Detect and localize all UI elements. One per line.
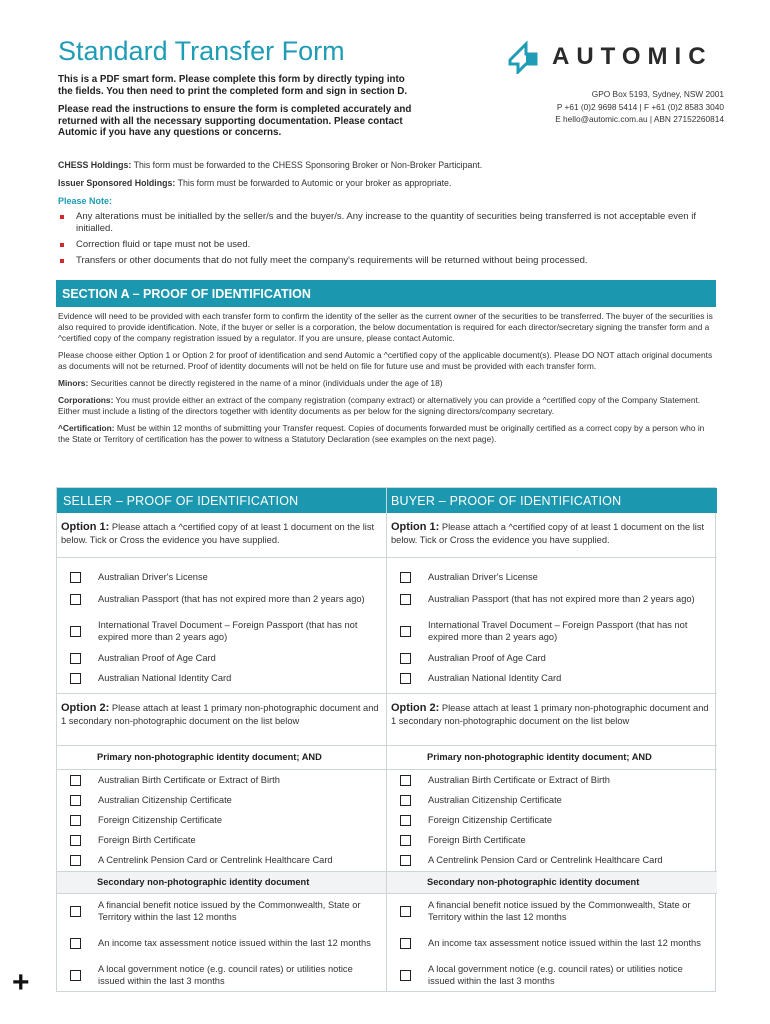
buyer-primary-item [387,830,717,850]
buyer-checkbox[interactable] [400,626,411,637]
buyer-document-label: Australian Proof of Age Card [428,652,546,663]
seller-checkbox[interactable] [70,835,81,846]
chess-text: This form must be forwarded to the CHESS Sponsoring Broker or Non-Broker Participant. [131,160,483,170]
buyer-checkbox[interactable] [400,855,411,866]
buyer-document-label: Australian National Identity Card [428,672,562,683]
intro-paragraph-1: This is a PDF smart form. Please complete this form by directly typing into the fields. You then need to print the completed form and sign in section D. [58,74,408,97]
seller-primary-heading: Primary non-photographic identity document; AND [97,752,322,762]
buyer-checkbox[interactable] [400,835,411,846]
buyer-document-label: A Centrelink Pension Card or Centrelink Healthcare Card [428,854,663,865]
seller-document-label: Australian Proof of Age Card [98,652,216,663]
logo-wordmark: AUTOMIC [552,43,713,70]
intro-paragraph-2: Please read the instructions to ensure the form is completed accurately and returned with all the necessary supporting documentation. Please contact Automic if you have any questions or concerns. [58,104,412,138]
section-a-paragraph-2: Please choose either Option 1 or Option 2 for proof of identification and send Automic a ^certified copy of the applicable document(s). Please DO NOT attach original documents as documents will not be returned. Proof of identity documents will not be held on file for future use and must be provided with each transfer form. [58,350,713,371]
seller-column-header: SELLER – PROOF OF IDENTIFICATION [57,488,386,513]
minors-note [58,378,714,389]
buyer-checkbox[interactable] [400,970,411,981]
buyer-checkbox[interactable] [400,795,411,806]
seller-checkbox[interactable] [70,906,81,917]
automic-logo [506,40,713,74]
seller-secondary-item [57,896,386,926]
contact-phone: P +61 (0)2 9698 5414 | F +61 (0)2 8583 3040 [556,101,724,112]
buyer-primary-heading: Primary non-photographic identity document; AND [427,752,652,762]
section-a-body [58,311,714,451]
corporations-text: You must provide either an extract of the company registration (company extract) or alternatively you can provide a ^certified copy of the Company Statement. Either must include a listing of the directors together with identity documents as per below for the signing directors/company secretary. [58,395,701,416]
seller-option-1-item [57,668,386,688]
buyer-option-2-instructions: Please attach at least 1 primary non-photographic document and 1 secondary non-photographic document on the list below [391,703,709,726]
seller-option-1-label: Option 1: [61,521,110,533]
buyer-option-1-label: Option 1: [391,521,440,533]
buyer-option-1-item [387,616,717,646]
issuer-label: Issuer Sponsored Holdings: [58,178,176,188]
seller-checkbox[interactable] [70,815,81,826]
buyer-option-2-text [387,694,717,728]
seller-checkbox[interactable] [70,594,81,605]
seller-column [57,488,387,991]
buyer-column-header: BUYER – PROOF OF IDENTIFICATION [387,488,717,513]
seller-document-label: Australian Driver's License [98,571,208,582]
buyer-document-label: A local government notice (e.g. council rates) or utilities notice issued within the last 3 months [428,963,683,986]
seller-checkbox[interactable] [70,775,81,786]
seller-document-label: A local government notice (e.g. council rates) or utilities notice issued within the last 3 months [98,963,353,986]
contact-details [555,88,724,126]
buyer-document-label: Foreign Citizenship Certificate [428,814,553,825]
intro-text [58,74,418,139]
seller-option-1-text [57,513,386,547]
seller-option-2-text [57,694,386,728]
seller-checkbox[interactable] [70,572,81,583]
section-a-header: SECTION A – PROOF OF IDENTIFICATION [56,280,716,307]
seller-document-label: Australian Citizenship Certificate [98,794,232,805]
automic-logo-icon [506,40,542,74]
seller-checkbox[interactable] [70,626,81,637]
buyer-checkbox[interactable] [400,594,411,605]
identification-columns [56,487,716,992]
seller-checkbox[interactable] [70,653,81,664]
buyer-primary-item [387,770,717,790]
buyer-option-2-label: Option 2: [391,702,440,714]
buyer-primary-item [387,790,717,810]
buyer-checkbox[interactable] [400,572,411,583]
contact-address: GPO Box 5193, Sydney, NSW 2001 [591,89,724,99]
please-note-heading: Please Note: [58,196,113,206]
seller-primary-item [57,810,386,830]
seller-document-label: Foreign Citizenship Certificate [98,814,223,825]
seller-document-label: Australian National Identity Card [98,672,232,683]
buyer-checkbox[interactable] [400,815,411,826]
buyer-checkbox[interactable] [400,673,411,684]
chess-label: CHESS Holdings: [58,160,132,170]
buyer-document-label: International Travel Document – Foreign Passport (that has not expired more than 2 years ago) [428,619,688,642]
certification-text: Must be within 12 months of submitting your Transfer request. Copies of documents forwarded must be originally certified as a correct copy by a person who in the State or Territory of certification has the power to witness a Statutory Declaration (see examples on the next page). [58,423,705,444]
seller-secondary-item [57,928,386,958]
seller-option-1-item [57,584,386,614]
buyer-document-label: A financial benefit notice issued by the Commonwealth, State or Territory within the last 12 months [428,899,691,922]
corporations-label: Corporations: [58,395,114,405]
note-list [58,211,698,271]
note-item: Correction fluid or tape must not be used. [58,239,698,251]
seller-secondary-heading: Secondary non-photographic identity document [97,877,310,887]
buyer-primary-item [387,850,717,870]
crosshair-mark: + [12,966,30,999]
contact-email-abn: E hello@automic.com.au | ABN 27152260814 [555,114,724,124]
buyer-column [387,488,717,991]
buyer-document-label: Foreign Birth Certificate [428,834,526,845]
seller-primary-item [57,790,386,810]
buyer-option-1-item [387,584,717,614]
note-item: Any alterations must be initialled by the seller/s and the buyer/s. Any increase to the quantity of securities being transferred is not acceptable even if initialled. [58,211,698,235]
buyer-document-label: Australian Driver's License [428,571,538,582]
seller-primary-item [57,830,386,850]
seller-secondary-item [57,960,386,990]
buyer-primary-item [387,810,717,830]
seller-option-1-item [57,616,386,646]
seller-option-2-label: Option 2: [61,702,110,714]
seller-document-label: International Travel Document – Foreign Passport (that has not expired more than 2 years ago) [98,619,358,642]
holdings-info [58,156,482,192]
seller-document-label: Australian Birth Certificate or Extract of Birth [98,774,280,785]
corporations-note [58,395,714,417]
seller-primary-item [57,770,386,790]
buyer-checkbox[interactable] [400,938,411,949]
seller-checkbox[interactable] [70,795,81,806]
certification-label: ^Certification: [58,423,115,433]
buyer-secondary-heading: Secondary non-photographic identity document [427,877,640,887]
buyer-secondary-item [387,896,717,926]
buyer-secondary-item [387,960,717,990]
minors-text: Securities cannot be directly registered in the name of a minor (individuals under the age of 18) [88,378,443,388]
seller-document-label: Foreign Birth Certificate [98,834,196,845]
seller-document-label: Australian Passport (that has not expired more than 2 years ago) [98,593,365,604]
buyer-secondary-item [387,928,717,958]
issuer-text: This form must be forwarded to Automic or your broker as appropriate. [175,178,452,188]
seller-checkbox[interactable] [70,970,81,981]
seller-option-2-instructions: Please attach at least 1 primary non-photographic document and 1 secondary non-photographic document on the list below [61,703,379,726]
buyer-document-label: An income tax assessment notice issued within the last 12 months [428,937,701,948]
buyer-document-label: Australian Passport (that has not expired more than 2 years ago) [428,593,695,604]
note-item: Transfers or other documents that do not fully meet the company's requirements will be returned without being processed. [58,255,698,267]
seller-document-label: An income tax assessment notice issued within the last 12 months [98,937,371,948]
form-title: Standard Transfer Form [58,36,345,66]
minors-label: Minors: [58,378,89,388]
buyer-document-label: Australian Citizenship Certificate [428,794,562,805]
buyer-document-label: Australian Birth Certificate or Extract of Birth [428,774,610,785]
seller-primary-item [57,850,386,870]
buyer-option-1-instructions: Please attach a ^certified copy of at least 1 document on the list below. Tick or Cross the evidence you have supplied. [391,522,705,545]
seller-document-label: A Centrelink Pension Card or Centrelink Healthcare Card [98,854,333,865]
seller-checkbox[interactable] [70,855,81,866]
buyer-checkbox[interactable] [400,775,411,786]
seller-checkbox[interactable] [70,938,81,949]
section-a-paragraph-1: Evidence will need to be provided with each transfer form to confirm the identity of the seller as the current owner of the securities to be transferred. The buyer of the securities is also required to provide identification. Note, if the buyer or seller is a corporation, the below documentation is required for each director/secretary signing the transfer form and a ^certified copy of the company registration issued by a regulator. If you are unsure, please contact Automic. [58,311,713,343]
seller-checkbox[interactable] [70,673,81,684]
seller-option-1-item [57,648,386,668]
buyer-option-1-text [387,513,717,547]
buyer-checkbox[interactable] [400,653,411,664]
buyer-option-1-item [387,648,717,668]
seller-option-1-instructions: Please attach a ^certified copy of at least 1 document on the list below. Tick or Cross the evidence you have supplied. [61,522,375,545]
buyer-option-1-item [387,668,717,688]
buyer-checkbox[interactable] [400,906,411,917]
certification-note [58,423,714,445]
seller-document-label: A financial benefit notice issued by the Commonwealth, State or Territory within the last 12 months [98,899,361,922]
